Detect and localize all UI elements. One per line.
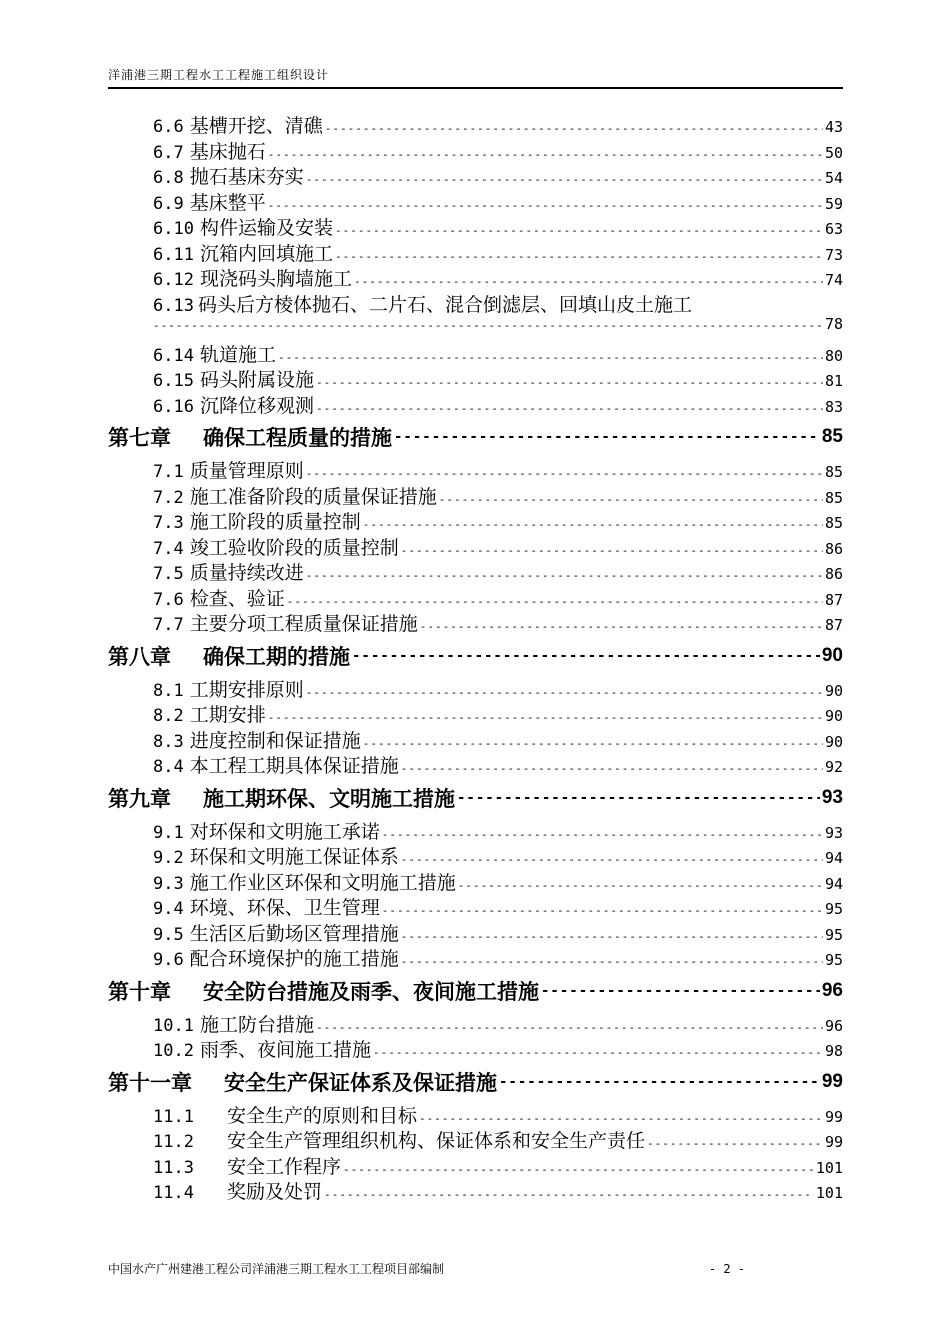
dot-leader <box>306 467 823 480</box>
dot-leader <box>278 351 823 364</box>
section-number: 8.4 <box>153 757 184 777</box>
page-number: 85 <box>824 514 843 532</box>
page-number: 63 <box>824 220 843 238</box>
toc-chapter-9[interactable] <box>108 779 843 817</box>
toc-entry-8-1[interactable] <box>108 675 843 701</box>
chapter-title: 安全生产保证体系及保证措施 <box>224 1070 497 1095</box>
section-title: 安全生产的原则和目标 <box>227 1104 418 1126</box>
section-title: 基床整平 <box>189 191 266 213</box>
page-number: 95 <box>824 925 843 944</box>
toc-entry-8-2[interactable] <box>108 700 843 726</box>
dot-leader <box>401 930 823 943</box>
section-title: 本工程工期具体保证措施 <box>189 755 399 777</box>
page-number: 101 <box>815 1184 843 1202</box>
page-number: 78 <box>824 314 843 333</box>
chapter-title: 安全防台措施及雨季、夜间施工措施 <box>203 979 539 1004</box>
page-number: 86 <box>824 565 843 583</box>
section-number: 8.2 <box>153 706 184 726</box>
toc-entry-10-2[interactable] <box>108 1035 843 1061</box>
footer-page-number: - 2 - <box>708 1262 745 1276</box>
toc-entry-10-1[interactable] <box>108 1010 843 1036</box>
toc-chapter-11[interactable] <box>108 1063 843 1101</box>
dot-leader <box>401 955 823 968</box>
dot-leader <box>419 1112 823 1125</box>
toc-entry-9-4[interactable] <box>108 893 843 919</box>
table-of-contents <box>108 111 843 1203</box>
toc-entry-11-1[interactable] <box>108 1101 843 1127</box>
page-number: 93 <box>821 786 843 808</box>
dot-leader <box>352 648 820 664</box>
dot-leader <box>647 1137 823 1150</box>
page-number: 90 <box>821 644 843 666</box>
dot-leader <box>306 569 823 582</box>
section-title: 质量持续改进 <box>189 562 304 584</box>
page-number: 81 <box>824 372 843 390</box>
dot-leader <box>382 828 823 841</box>
toc-entry-6-15[interactable] <box>108 365 843 391</box>
section-number: 6.7 <box>153 142 184 162</box>
page-header: 洋浦港三期工程水工工程施工组织设计 <box>108 68 843 89</box>
section-title: 配合环境保护的施工措施 <box>189 948 399 970</box>
dot-leader <box>401 544 823 557</box>
toc-entry-9-3[interactable] <box>108 868 843 894</box>
page-footer <box>108 1262 843 1276</box>
dot-leader <box>343 1163 814 1176</box>
page-number: 92 <box>824 758 843 776</box>
page-number: 59 <box>824 194 843 213</box>
dot-leader <box>325 122 823 135</box>
dot-leader <box>306 173 823 186</box>
section-title: 沉降位移观测 <box>199 394 314 416</box>
section-number: 11.4 <box>153 1183 194 1203</box>
section-title: 主要分项工程质量保证措施 <box>189 613 418 635</box>
dot-leader <box>316 402 823 415</box>
page-number: 85 <box>824 463 843 481</box>
page-number: 94 <box>824 874 843 893</box>
chapter-number: 第十一章 <box>108 1070 192 1095</box>
footer-organization: 中国水产广州建港工程公司洋浦港三期工程水工工程项目部编制 <box>108 1262 445 1276</box>
page-number: 87 <box>824 590 843 609</box>
dot-leader <box>354 275 823 288</box>
toc-entry-6-9[interactable] <box>108 188 843 214</box>
section-title: 检查、验证 <box>189 587 285 609</box>
section-title: 环保和文明施工保证体系 <box>189 846 399 868</box>
section-number: 6.6 <box>153 117 184 137</box>
dot-leader <box>324 1188 814 1201</box>
toc-chapter-10[interactable] <box>108 972 843 1010</box>
section-title: 施工阶段的质量控制 <box>189 511 361 533</box>
page-number: 90 <box>824 681 843 700</box>
page-number: 99 <box>821 1070 843 1092</box>
section-title: 抛石基床夯实 <box>189 166 304 188</box>
section-title: 对环保和文明施工承诺 <box>189 820 380 842</box>
section-number: 6.9 <box>153 193 184 213</box>
section-number: 7.1 <box>153 462 184 482</box>
dot-leader <box>316 1021 823 1034</box>
page-number: 50 <box>824 143 843 162</box>
dot-leader <box>373 1046 823 1059</box>
dot-leader <box>268 148 823 161</box>
section-title: 现浇码头胸墙施工 <box>199 268 352 290</box>
toc-entry-8-4[interactable] <box>108 751 843 777</box>
section-title: 工期安排原则 <box>189 678 304 700</box>
chapter-title: 确保工期的措施 <box>203 644 350 669</box>
page-number: 80 <box>824 346 843 365</box>
section-number: 9.6 <box>153 950 184 970</box>
section-title: 质量管理原则 <box>189 460 304 482</box>
dot-leader <box>420 620 823 633</box>
page-number: 87 <box>824 616 843 634</box>
section-title: 基床抛石 <box>189 140 266 162</box>
chapter-title: 确保工程质量的措施 <box>203 426 392 450</box>
section-title: 轨道施工 <box>199 343 276 365</box>
toc-entry-7-1[interactable] <box>108 456 843 482</box>
section-title: 码头后方棱体抛石、二片石、混合倒滤层、回填山皮土施工 <box>197 293 692 316</box>
page-number: 95 <box>824 951 843 969</box>
page-number: 99 <box>824 1107 843 1126</box>
section-number: 6.11 <box>153 244 194 264</box>
section-title: 施工防台措施 <box>199 1013 314 1035</box>
toc-entry-6-12[interactable] <box>108 264 843 290</box>
dot-leader <box>382 904 823 917</box>
page-number: 93 <box>824 823 843 842</box>
page-number: 90 <box>824 707 843 725</box>
dot-leader <box>439 493 823 506</box>
section-title: 安全工作程序 <box>227 1155 342 1177</box>
section-title: 施工准备阶段的质量保证措施 <box>189 485 437 507</box>
section-number: 7.5 <box>153 564 184 584</box>
toc-entry-9-1[interactable] <box>108 817 843 843</box>
toc-entry-6-11[interactable] <box>108 239 843 265</box>
toc-entry-6-13[interactable] <box>108 290 843 315</box>
toc-entry-7-2[interactable] <box>108 482 843 508</box>
section-number: 9.1 <box>153 822 184 842</box>
dot-leader <box>457 790 820 806</box>
section-number: 6.15 <box>153 371 194 391</box>
dot-leader <box>268 199 823 212</box>
dot-leader <box>316 376 823 389</box>
dot-leader <box>401 853 823 866</box>
dot-leader <box>153 319 823 332</box>
section-number: 8.1 <box>153 680 184 700</box>
section-number: 8.3 <box>153 731 184 751</box>
section-title: 基槽开挖、清礁 <box>189 115 323 137</box>
section-title: 进度控制和保证措施 <box>189 729 361 751</box>
page-number: 85 <box>824 488 843 507</box>
section-number: 6.8 <box>153 168 184 188</box>
page-number: 98 <box>824 1042 843 1060</box>
toc-entry-7-6[interactable] <box>108 584 843 610</box>
section-number: 6.13 <box>153 295 194 316</box>
section-number: 6.14 <box>153 345 194 365</box>
toc-entry-9-2[interactable] <box>108 842 843 868</box>
section-number: 6.10 <box>153 219 194 239</box>
dot-leader <box>499 1074 820 1090</box>
section-title: 竣工验收阶段的质量控制 <box>189 536 399 558</box>
section-title: 沉箱内回填施工 <box>199 242 333 264</box>
toc-entry-7-7[interactable] <box>108 609 843 635</box>
dot-leader <box>268 711 823 724</box>
toc-entry-11-3[interactable] <box>108 1152 843 1178</box>
dot-leader <box>363 737 823 750</box>
toc-entry-9-6[interactable] <box>108 944 843 970</box>
toc-entry-8-3[interactable] <box>108 726 843 752</box>
section-number: 9.3 <box>153 873 184 893</box>
dot-leader <box>287 595 823 608</box>
dot-leader <box>306 686 823 699</box>
section-number: 7.7 <box>153 615 184 635</box>
section-title: 工期安排 <box>189 704 266 726</box>
toc-entry-6-16[interactable] <box>108 391 843 417</box>
toc-entry-6-14[interactable] <box>108 340 843 366</box>
dot-leader <box>401 762 823 775</box>
page-number: 96 <box>821 979 843 1001</box>
toc-chapter-7[interactable] <box>108 418 843 456</box>
dot-leader <box>541 983 820 999</box>
toc-entry-6-8[interactable] <box>108 162 843 188</box>
dot-leader <box>394 429 820 445</box>
dot-leader <box>335 250 823 263</box>
section-number: 9.5 <box>153 924 184 944</box>
section-title: 构件运输及安装 <box>199 217 333 239</box>
page-number: 90 <box>824 732 843 751</box>
section-title: 施工作业区环保和文明施工措施 <box>189 871 456 893</box>
chapter-number: 第九章 <box>108 786 171 811</box>
page-number: 95 <box>824 900 843 918</box>
page-number: 73 <box>824 245 843 264</box>
section-number: 11.2 <box>153 1132 194 1152</box>
page-number: 96 <box>824 1016 843 1035</box>
chapter-number: 第十章 <box>108 979 171 1004</box>
page-number: 43 <box>824 118 843 136</box>
section-number: 7.4 <box>153 538 184 558</box>
section-title: 雨季、夜间施工措施 <box>199 1039 371 1061</box>
chapter-number: 第八章 <box>108 644 171 669</box>
toc-entry-6-7[interactable] <box>108 137 843 163</box>
section-number: 10.1 <box>153 1015 194 1035</box>
section-number: 9.4 <box>153 899 184 919</box>
toc-entry-7-5[interactable] <box>108 558 843 584</box>
section-number: 6.16 <box>153 396 194 416</box>
section-title: 环境、环保、卫生管理 <box>189 897 380 919</box>
toc-entry-7-3[interactable] <box>108 507 843 533</box>
page-number: 74 <box>824 271 843 289</box>
toc-chapter-8[interactable] <box>108 637 843 675</box>
section-number: 11.3 <box>153 1157 194 1177</box>
dot-leader <box>335 224 823 237</box>
page-number: 83 <box>824 397 843 416</box>
toc-entry-7-4[interactable] <box>108 533 843 559</box>
dot-leader <box>363 518 823 531</box>
section-number: 10.2 <box>153 1041 194 1061</box>
section-number: 11.1 <box>153 1106 194 1126</box>
dot-leader <box>458 879 823 892</box>
page-number: 54 <box>824 169 843 187</box>
section-title: 生活区后勤场区管理措施 <box>189 922 399 944</box>
section-number: 6.12 <box>153 270 194 290</box>
section-title: 码头附属设施 <box>199 369 314 391</box>
section-number: 7.3 <box>153 513 184 533</box>
chapter-title: 施工期环保、文明施工措施 <box>203 786 455 811</box>
toc-entry-6-13-leader[interactable] <box>108 315 843 340</box>
section-number: 9.2 <box>153 848 184 868</box>
page-number: 101 <box>815 1158 843 1177</box>
toc-entry-11-4[interactable] <box>108 1177 843 1203</box>
section-number: 7.2 <box>153 487 184 507</box>
section-number: 7.6 <box>153 589 184 609</box>
page-number: 94 <box>824 849 843 867</box>
toc-entry-9-5[interactable] <box>108 919 843 945</box>
section-title: 奖励及处罚 <box>227 1181 323 1203</box>
toc-entry-6-10[interactable] <box>108 213 843 239</box>
section-title: 安全生产管理组织机构、保证体系和安全生产责任 <box>227 1130 646 1152</box>
toc-entry-6-6[interactable] <box>108 111 843 137</box>
page-number: 86 <box>824 539 843 558</box>
page-number: 85 <box>821 426 843 447</box>
chapter-number: 第七章 <box>108 426 171 450</box>
toc-entry-11-2[interactable] <box>108 1126 843 1152</box>
page-number: 99 <box>824 1133 843 1151</box>
